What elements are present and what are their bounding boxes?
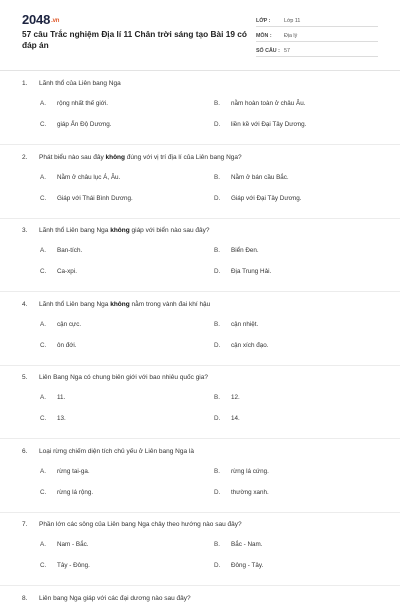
option-text: Tây - Đông. [57,562,90,569]
answer-option[interactable] [40,489,93,496]
option-text: Ban-tích. [57,247,83,254]
meta-count-label: SỐ CÂU : [256,48,280,54]
option-text: Giáp với Đại Tây Dương. [231,194,302,202]
question-divider [0,512,400,513]
meta-class-value: Lớp 11 [284,18,301,24]
question-number: 5. [22,374,28,381]
question-text [22,374,208,381]
option-letter: A. [40,394,46,401]
option-text: Nam - Bắc. [57,541,89,548]
meta-subject [256,29,378,42]
answer-option[interactable] [40,174,120,181]
answer-option[interactable] [40,121,112,128]
option-letter: B. [214,467,220,475]
option-letter: A. [40,541,46,548]
question-stem: Liên bang Nga giáp với các đại dương nào sau đây? [39,594,191,602]
option-text: Địa Trung Hải. [231,268,272,275]
question-number: 4. [22,300,28,308]
meta-subject-value: Địa lý [284,33,298,39]
meta-class-label: LỚP : [256,18,271,24]
option-text: 11. [57,394,66,401]
option-letter: D. [214,341,221,349]
question-divider [0,585,400,586]
question-stem: Loại rừng chiếm diện tích chủ yếu ở Liên bang Nga là [39,447,194,455]
answer-option[interactable] [40,394,65,401]
question-stem: Liên Bang Nga có chung biên giới với bao nhiêu quốc gia? [39,374,208,381]
option-letter: B. [214,173,220,181]
answer-option[interactable] [40,100,108,107]
option-letter: D. [214,121,221,128]
option-letter: B. [214,320,220,328]
question-text [22,301,210,308]
answer-option[interactable] [214,541,263,548]
option-letter: A. [40,467,46,475]
option-text: Giáp với Thái Bình Dương. [57,194,133,202]
option-text: rừng tai-ga. [57,467,90,475]
question-text [22,448,194,455]
question-number: 2. [22,153,28,161]
question-divider [0,144,400,145]
option-text: 14. [231,415,240,422]
answer-option[interactable] [214,489,269,496]
quiz-meta [256,14,378,59]
option-text: rộng nhất thế giới. [57,100,109,107]
question-stem: Phát biểu nào sau đây [39,153,106,161]
question-divider [0,218,400,219]
meta-count [256,44,378,57]
question-text [22,227,210,234]
answer-option[interactable] [214,394,240,401]
answer-option[interactable] [214,321,258,328]
question-divider [0,291,400,292]
answer-option[interactable] [40,415,66,422]
option-text: Biển Đen. [231,247,259,254]
question-stem-tail: nằm trong vành đai khí hậu [129,300,211,308]
answer-option[interactable] [214,121,306,128]
answer-option[interactable] [214,342,268,349]
option-text: cận nhiệt. [231,320,259,328]
answer-option[interactable] [40,321,81,328]
answer-option[interactable] [40,195,133,202]
option-text: 12. [231,394,240,401]
question-emphasis: không [110,300,130,308]
question-stem: Lãnh thổ của Liên bang Nga [39,80,121,87]
option-text: thường xanh. [231,488,269,496]
option-letter: A. [40,173,46,181]
option-text: Đông - Tây. [231,562,264,569]
question-divider [0,365,400,366]
option-letter: D. [214,562,221,569]
option-text: giáp Ấn Độ Dương. [57,121,112,128]
answer-option[interactable] [214,562,263,569]
option-letter: D. [214,415,221,422]
option-letter: C. [40,341,47,349]
answer-option[interactable] [40,468,90,475]
option-text: Nằm ở bán cầu Bắc. [231,173,289,181]
question-stem: Lãnh thổ Liên bang Nga [39,227,111,234]
question-text [22,80,121,87]
option-text: rừng lá cứng. [231,467,269,475]
question-stem-tail: đúng với vị trí địa lí của Liên bang Nga? [125,153,242,161]
option-letter: C. [40,121,47,128]
answer-option[interactable] [214,247,259,254]
question-emphasis: không [105,153,125,161]
answer-option[interactable] [40,562,90,569]
answer-option[interactable] [214,195,301,202]
site-logo[interactable]: 2048.vn [22,12,60,27]
question-stem-tail: giáp với biển nào sau đây? [129,227,210,234]
header-divider [0,70,400,71]
option-text: Bắc - Nam. [231,541,263,548]
option-text: ôn đới. [57,341,77,349]
meta-class [256,14,378,27]
question-number: 3. [22,227,28,234]
question-number: 7. [22,521,28,528]
option-letter: A. [40,320,46,328]
question-number: 6. [22,447,28,455]
answer-option[interactable] [40,247,82,254]
option-letter: C. [40,488,47,496]
option-letter: A. [40,247,46,254]
option-text: cận cực. [57,320,82,328]
option-text: Ca-xpi. [57,268,77,275]
answer-option[interactable] [214,468,269,475]
option-letter: A. [40,100,46,107]
question-number: 8. [22,594,28,602]
option-letter: C. [40,194,47,202]
option-text: cận xích đạo. [231,341,269,349]
option-text: Nằm ở châu lục Á, Âu. [57,173,121,181]
option-letter: B. [214,541,220,548]
answer-option[interactable] [40,268,77,275]
question-stem: Phần lớn các sông của Liên bang Nga chảy theo hướng nào sau đây? [39,521,242,528]
answer-option[interactable] [214,100,306,107]
answer-option[interactable] [40,342,77,349]
answer-option[interactable] [214,268,271,275]
option-letter: D. [214,488,221,496]
option-text: nằm hoàn toàn ở châu Âu. [231,100,306,107]
question-stem: Lãnh thổ Liên bang Nga [39,300,111,308]
question-number: 1. [22,80,28,87]
option-letter: B. [214,394,220,401]
option-letter: D. [214,268,221,275]
answer-option[interactable] [214,174,289,181]
answer-option[interactable] [214,415,240,422]
option-letter: B. [214,247,220,254]
meta-count-value: 57 [284,48,290,54]
option-letter: B. [214,100,220,107]
option-letter: C. [40,562,47,569]
option-letter: C. [40,268,47,275]
question-divider [0,438,400,439]
option-text: liền kề với Đại Tây Dương. [231,121,307,128]
option-text: rừng lá rộng. [57,488,94,496]
option-text: 13. [57,415,66,422]
option-letter: D. [214,194,221,202]
option-letter: C. [40,415,47,422]
question-emphasis: không [110,227,130,234]
answer-option[interactable] [40,541,89,548]
page-header [0,0,400,66]
meta-subject-label: MÔN : [256,33,272,39]
question-text [22,154,242,161]
page-title: 57 câu Trắc nghiệm Địa lí 11 Chân trời sáng tạo Bài 19 có đáp án [22,29,247,50]
question-text [22,521,242,528]
question-text [22,595,191,602]
